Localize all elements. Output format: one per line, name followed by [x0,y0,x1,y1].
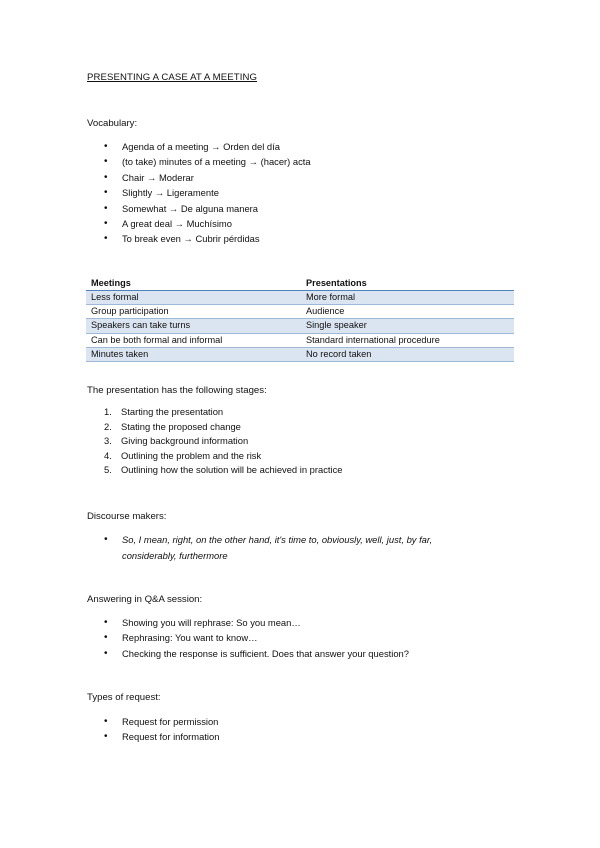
discourse-heading: Discourse makers: [87,511,167,522]
list-number: 5. [104,464,112,476]
page-title: PRESENTING A CASE AT A MEETING [87,72,258,83]
list-text: Starting the presentation [121,406,224,417]
qa-list [104,615,409,661]
list-number: 1. [104,406,112,417]
table-row [86,305,514,319]
list-item [104,405,342,420]
requests-heading: Types of request: [87,692,161,703]
table-row [86,347,514,361]
list-text: Outlining how the solution will be achieved in practice [121,464,343,476]
meetings-vs-presentations-table [86,276,514,362]
table-cell: Group participation [91,306,169,317]
discourse-list [104,532,432,563]
table-cell: Minutes taken [86,347,301,361]
list-item: • Agenda of a meeting → Orden del día [104,139,311,154]
list-item: • Chair → Moderar [104,170,311,185]
vocabulary-list [104,139,311,247]
stages-heading: The presentation has the following stages: [87,385,267,396]
table-row [86,333,514,347]
list-item: • Slightly → Ligeramente [104,185,311,200]
list-item: • A great deal → Muchísimo [104,216,311,231]
table-cell: Can be both formal and informal [91,334,223,345]
stages-list [104,405,342,478]
list-item: • (to take) minutes of a meeting → (hacer) acta [104,154,311,169]
list-text: Stating the proposed change [121,420,241,432]
list-item: • Somewhat → De alguna manera [104,201,311,216]
list-text: Outlining the problem and the risk [121,449,262,461]
table-cell: Speakers can take turns [86,319,301,333]
list-text: considerably, furthermore [122,549,228,561]
list-number: 2. [104,420,112,432]
list-item [104,434,342,449]
list-item: • Showing you will rephrase: So you mean… [104,615,409,630]
table-cell: Single speaker [301,319,514,333]
list-item [104,420,342,435]
list-number: 3. [104,435,112,447]
list-item-continuation [104,548,432,564]
table-cell: More formal [301,291,514,305]
list-item: • Rephrasing: You want to know… [104,630,409,645]
table-row [86,291,514,305]
table-row [86,319,514,333]
list-item [104,449,342,464]
list-item: • Checking the response is sufficient. Does that answer your question? [104,646,409,661]
table-cell: Standard international procedure [306,334,440,345]
list-number: 4. [104,449,112,461]
table-header-row [86,276,514,291]
requests-list [104,714,219,745]
table-cell: No record taken [301,347,514,361]
column-header: Meetings [86,276,301,291]
vocabulary-heading: Vocabulary: [87,118,138,129]
list-text: Giving background information [121,435,249,447]
list-item: • So, I mean, right, on the other hand, it's time to, obviously, well, just, by far, [104,532,432,548]
list-item: • Request for information [104,729,219,744]
list-item: • To break even → Cubrir pérdidas [104,231,311,246]
qa-heading: Answering in Q&A session: [87,594,203,605]
table-cell: Less formal [86,291,301,305]
list-item: • Request for permission [104,714,219,729]
list-item [104,463,342,478]
column-header: Presentations [301,276,514,291]
table-cell: Audience [306,306,345,317]
